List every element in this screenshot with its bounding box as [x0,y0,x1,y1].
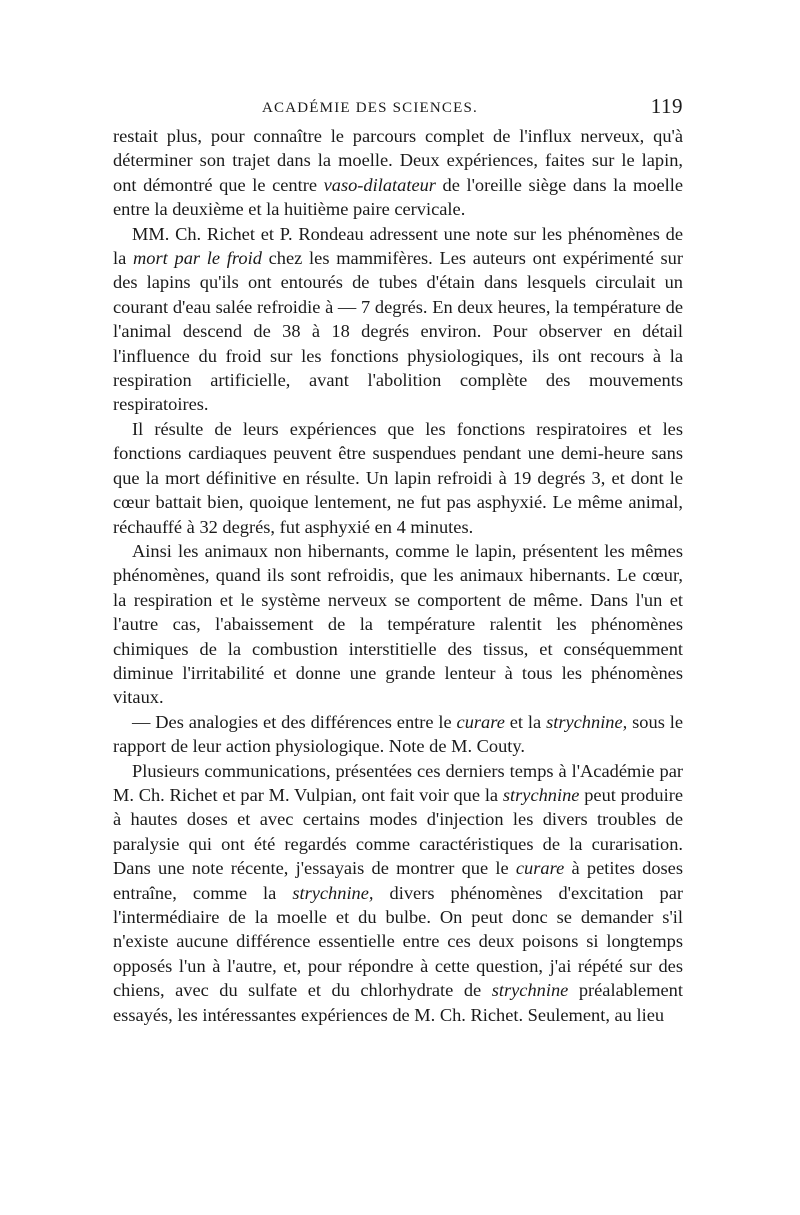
text-run: sous le rapport de leur action physiologique. Note de M. Couty. [113,711,683,757]
page-number: 119 [650,94,683,118]
paragraph-5 [113,710,683,759]
text-run: Il résulte de leurs expériences que les fonctions respiratoires et les fonctions cardiaques peuvent être suspendues pendant une demi-heure sans que la mort définitive en résulte. Un lapin refroidi à 19 degrés 3, et dont le cœur battait bien, quoique lentement, ne fut pas asphyxié. Le même animal, réchauffé à 32 degrés, fut asphyxié en 4 minutes. [113,418,683,537]
text-run: chez les mammifères. Les auteurs ont expérimenté sur des lapins qu'ils ont entourés de tubes d'étain dans lesquels circulait un courant d'eau salée refroidie à — 7 degrés. En deux heures, la température de l'animal descend de 38 à 18 degrés environ. Pour observer en détail l'influence du froid sur les fonctions physiologiques, ils ont recours à la respiration artificielle, avant l'abolition complète des mouvements respiratoires. [113,248,683,415]
text-run: Plusieurs communications, présentées ces derniers temps à l'Académie par M. Ch. Richet et par M. Vulpian, ont fait voir que la [113,760,683,805]
body-text [113,124,683,1027]
text-run: restait plus, pour connaître le parcours complet de l'influx nerveux, qu'à déterminer son trajet dans la moelle. Deux expériences, faites sur le lapin, ont démontré que le centre [113,126,683,195]
text-run: MM. Ch. Richet et P. Rondeau adressent une note sur les phénomènes de la [113,223,683,269]
paragraph-2 [113,222,683,417]
paragraph-6 [113,759,683,1027]
text-run: divers phénomènes d'excitation par l'intermédiaire de la moelle et du bulbe. On peut donc se demander s'il n'existe aucune différence essentielle entre ces deux poisons si longtemps opposés l'un à l'autre, et, pour répondre à cette question, j'ai répété sur des chiens, avec du sulfate et du chlorhydrate de [113,882,684,1001]
page [113,92,683,1027]
text-run: et la [504,711,547,732]
running-header [113,92,683,124]
text-run: préalablement essayés, les intéressantes expériences de M. Ch. Richet. Seulement, au lieu [113,980,683,1025]
italic-term: mort par le froid [133,248,262,269]
italic-term: curare [515,858,565,879]
text-run: peut produire à hautes doses et avec certains modes d'injection les divers troubles de paralysie qui ont été regardés comme caractéristiques de la curarisation. Dans une note récente, j'essayais de montrer que le [113,784,683,879]
italic-term: strychnine [502,784,580,805]
text-run: Ainsi les animaux non hibernants, comme le lapin, présentent les mêmes phénomènes, quand ils sont refroidis, que les animaux hibernants. Le cœur, la respiration et le système nerveux se comportent de même. Dans l'un et l'autre cas, l'abaissement de la température ralentit les phénomènes chimiques de la combustion interstitielle des tissus, et conséquemment diminue l'irritabilité et donne une grande lenteur à tous les phénomènes vitaux. [113,540,683,708]
paragraph-3 [113,417,683,539]
paragraph-4 [113,539,683,710]
running-title: ACADÉMIE DES SCIENCES. [262,100,478,116]
paragraph-1 [113,124,683,222]
text-run: de l'oreille siège dans la moelle entre la deuxième et la huitième paire cervicale. [113,174,684,220]
italic-term: strychnine, [292,882,374,903]
italic-term: strychnine [491,980,569,1001]
text-run: à petites doses entraîne, comme la [113,858,683,903]
italic-term: curare [456,711,505,732]
italic-term: strychnine, [546,711,628,732]
text-run: — Des analogies et des différences entre le [132,711,457,732]
italic-term: vaso-dilatateur [323,174,436,195]
